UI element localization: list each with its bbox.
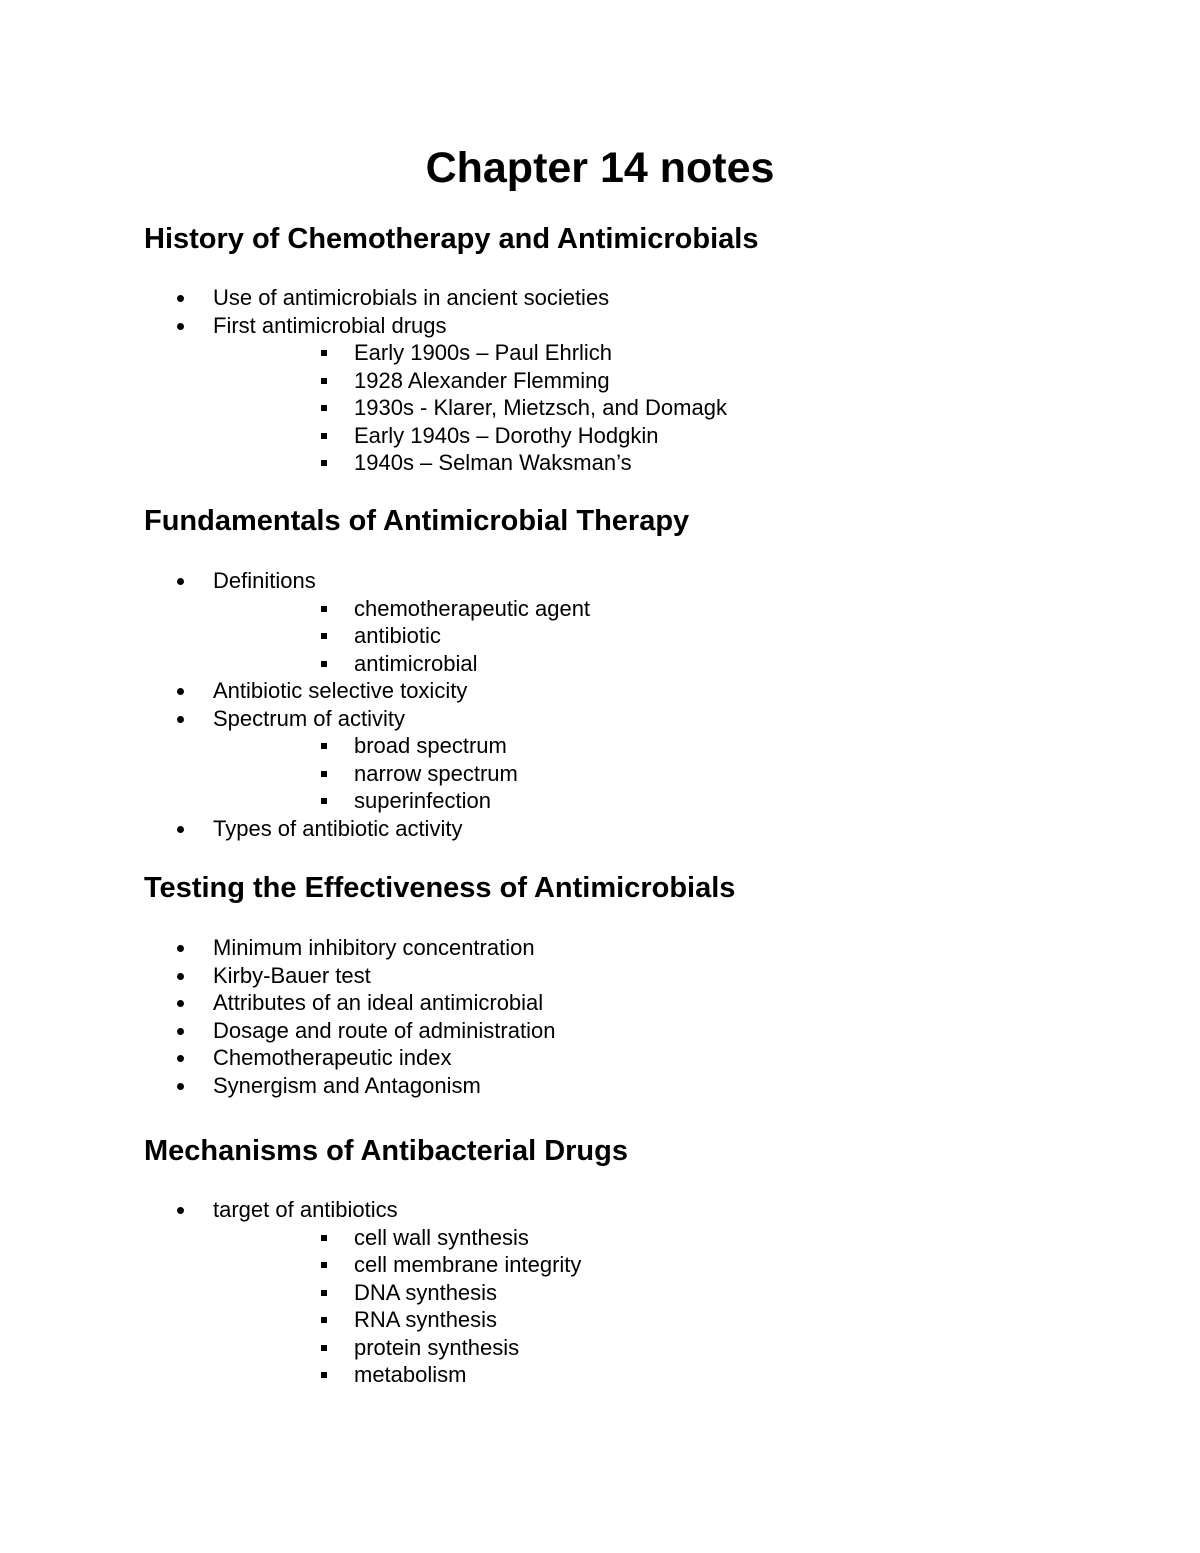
section-list-testing: [0, 934, 555, 1099]
bullet-dot-icon: [177, 1055, 184, 1062]
bullet-dot-icon: [177, 323, 184, 330]
list-item-text: 1928 Alexander Flemming: [354, 367, 610, 393]
section-heading-mechanisms: Mechanisms of Antibacterial Drugs: [144, 1135, 628, 1167]
list-item-text: Attributes of an ideal antimicrobial: [213, 990, 544, 1015]
bullet-square-icon: [321, 606, 327, 612]
list-item-text: chemotherapeutic agent: [354, 595, 591, 621]
bullet-square-icon: [321, 378, 327, 384]
list-item: [0, 1196, 581, 1224]
bullet-square-icon: [321, 771, 327, 777]
list-item: [0, 567, 590, 595]
bullet-square-icon: [321, 460, 327, 466]
list-item: [0, 284, 727, 312]
list-item-text: Dosage and route of administration: [213, 1017, 556, 1043]
list-item-text: target of antibiotics: [213, 1197, 398, 1222]
list-item-text: RNA synthesis: [354, 1307, 498, 1332]
section-heading-history: History of Chemotherapy and Antimicrobials: [144, 223, 759, 255]
list-item: [0, 1044, 555, 1072]
page-title: Chapter 14 notes: [425, 144, 775, 192]
list-item: [0, 760, 590, 788]
list-item-text: metabolism: [354, 1362, 467, 1387]
list-item-text: antibiotic: [354, 623, 441, 648]
bullet-dot-icon: [177, 716, 184, 723]
list-item-text: Minimum inhibitory concentration: [213, 935, 535, 960]
list-item-text: superinfection: [354, 788, 491, 813]
list-item: [0, 962, 555, 990]
bullet-square-icon: [321, 350, 327, 356]
list-item-text: DNA synthesis: [354, 1279, 498, 1305]
list-item: [0, 705, 590, 733]
bullet-square-icon: [321, 405, 327, 411]
list-item-text: antimicrobial: [354, 650, 478, 676]
list-item: [0, 339, 727, 367]
bullet-dot-icon: [177, 973, 184, 980]
list-item: [0, 934, 555, 962]
bullet-square-icon: [321, 743, 327, 749]
bullet-square-icon: [321, 661, 327, 667]
list-item: [0, 622, 590, 650]
list-item: [0, 989, 555, 1017]
bullet-square-icon: [321, 1317, 327, 1323]
list-item-text: Early 1900s – Paul Ehrlich: [354, 340, 613, 365]
bullet-dot-icon: [177, 945, 184, 952]
bullet-square-icon: [321, 1262, 327, 1268]
list-item-text: Chemotherapeutic index: [213, 1045, 452, 1070]
list-item-text: 1940s – Selman Waksman’s: [354, 450, 632, 475]
list-item-text: cell wall synthesis: [354, 1224, 529, 1250]
list-item-text: Antibiotic selective toxicity: [213, 678, 468, 703]
bullet-square-icon: [321, 1345, 327, 1351]
list-item-text: Kirby-Bauer test: [213, 962, 371, 988]
list-item: [0, 1334, 581, 1362]
list-item: [0, 732, 590, 760]
list-item: [0, 449, 727, 477]
list-item: [0, 1224, 581, 1252]
bullet-dot-icon: [177, 1207, 184, 1214]
list-item: [0, 394, 727, 422]
bullet-dot-icon: [177, 578, 184, 585]
section-list-history: [0, 284, 727, 477]
list-item: [0, 1361, 581, 1389]
bullet-dot-icon: [177, 1028, 184, 1035]
list-item-text: Types of antibiotic activity: [213, 815, 463, 841]
list-item: [0, 312, 727, 340]
list-item: [0, 1017, 555, 1045]
list-item-text: Spectrum of activity: [213, 705, 405, 731]
bullet-square-icon: [321, 1235, 327, 1241]
list-item: [0, 1306, 581, 1334]
list-item-text: broad spectrum: [354, 733, 507, 758]
list-item-text: protein synthesis: [354, 1334, 520, 1360]
list-item-text: First antimicrobial drugs: [213, 312, 447, 338]
list-item-text: 1930s - Klarer, Mietzsch, and Domagk: [354, 395, 727, 420]
bullet-dot-icon: [177, 1000, 184, 1007]
bullet-square-icon: [321, 1372, 327, 1378]
section-heading-fundamentals: Fundamentals of Antimicrobial Therapy: [144, 505, 690, 537]
bullet-dot-icon: [177, 1083, 184, 1090]
list-item: [0, 422, 727, 450]
list-item: [0, 1279, 581, 1307]
bullet-dot-icon: [177, 295, 184, 302]
list-item-text: Definitions: [213, 568, 316, 593]
bullet-square-icon: [321, 798, 327, 804]
list-item: [0, 677, 590, 705]
bullet-square-icon: [321, 433, 327, 439]
list-item: [0, 1251, 581, 1279]
list-item: [0, 650, 590, 678]
bullet-square-icon: [321, 633, 327, 639]
bullet-dot-icon: [177, 688, 184, 695]
list-item: [0, 1072, 555, 1100]
list-item-text: Early 1940s – Dorothy Hodgkin: [354, 422, 659, 448]
bullet-dot-icon: [177, 826, 184, 833]
bullet-square-icon: [321, 1290, 327, 1296]
section-heading-testing: Testing the Effectiveness of Antimicrobials: [144, 872, 736, 904]
list-item-text: Synergism and Antagonism: [213, 1072, 481, 1098]
list-item: [0, 815, 590, 843]
list-item-text: narrow spectrum: [354, 760, 518, 786]
section-list-fundamentals: [0, 567, 590, 842]
list-item: [0, 367, 727, 395]
list-item-text: cell membrane integrity: [354, 1252, 582, 1277]
list-item: [0, 595, 590, 623]
section-list-mechanisms: [0, 1196, 581, 1389]
list-item: [0, 787, 590, 815]
list-item-text: Use of antimicrobials in ancient societies: [213, 285, 610, 310]
